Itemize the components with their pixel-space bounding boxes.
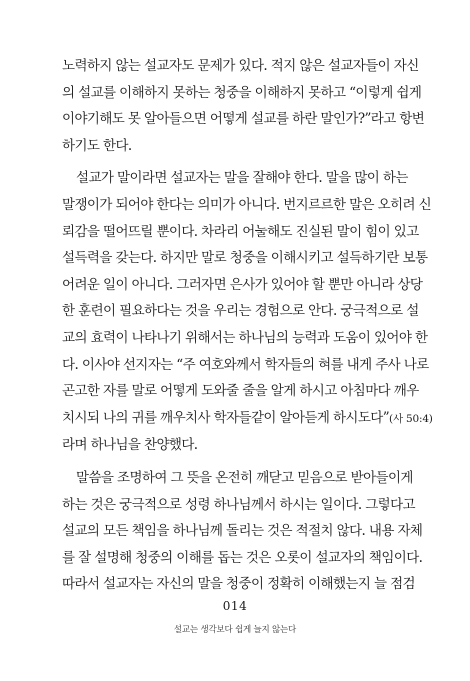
- text-line: 다. 이사야 선지자는 “주 여호와께서 학자들의 혀를 내게 주사 나로: [62, 356, 429, 373]
- text-line: 의 설교를 이해하지 못하는 청중을 이해하지 못하고 “이렇게 쉽게: [62, 84, 422, 101]
- text-line-with-citation: [62, 405, 433, 433]
- scripture-citation: (사 50:4): [389, 412, 433, 425]
- text-line: 를 잘 설명해 청중의 이해를 돕는 것은 오롯이 설교자의 책임이다.: [62, 549, 423, 566]
- text-line: 이야기해도 못 알아들으면 어떻게 설교를 하란 말인가?”라고 항변: [62, 111, 425, 128]
- text-line: 하는 것은 궁극적으로 성령 하나님께서 하시는 일이다. 그렇다고: [62, 496, 415, 513]
- text-line: 말씀을 조명하여 그 뜻을 온전히 깨닫고 믿음으로 받아들이게: [76, 469, 413, 486]
- text-line: 교의 효력이 나타나기 위해서는 하나님의 능력과 도움이 있어야 한: [62, 329, 428, 346]
- text-line: 곤고한 자를 말로 어떻게 도와줄 줄을 알게 하시고 아침마다 깨우: [62, 383, 419, 400]
- paragraph-2: [62, 165, 433, 459]
- quote-text: 치시되 나의 귀를 깨우치사 학자들같이 알아듣게 하시도다”: [62, 409, 390, 426]
- text-line: 따라서 설교자는 자신의 말을 청중이 정확히 이해했는지 늘 점검: [62, 576, 415, 593]
- paragraph-3: [62, 465, 423, 598]
- text-line: 하기도 한다.: [62, 137, 132, 154]
- page-number: 014: [222, 599, 248, 613]
- text-line: 어려운 일이 아니다. 그러자면 은사가 있어야 할 뿐만 아니라 상당: [62, 276, 423, 293]
- text-line: 한 훈련이 필요하다는 것을 우리는 경험으로 안다. 궁극적으로 설: [62, 303, 419, 320]
- body-text: [62, 53, 433, 598]
- text-line: 말쟁이가 되어야 한다는 의미가 아니다. 번지르르한 말은 오히려 신: [62, 196, 432, 213]
- text-line: 뢰감을 떨어뜨릴 뿐이다. 차라리 어눌해도 진실된 말이 힘이 있고: [62, 223, 419, 240]
- running-footer-title: 설교는 생각보다 쉽게 늘지 않는다: [173, 625, 297, 635]
- text-line: 설교가 말이라면 설교자는 말을 잘해야 한다. 말을 많이 하는: [76, 170, 408, 187]
- text-line: 설교의 모든 책임을 하나님께 돌리는 것은 적절치 않다. 내용 자체: [62, 523, 423, 540]
- text-line: 라며 하나님을 찬양했다.: [62, 437, 198, 454]
- text-line: 노력하지 않는 설교자도 문제가 있다. 적지 않은 설교자들이 자신: [62, 58, 419, 74]
- text-line: 설득력을 갖는다. 하지만 말로 청중을 이해시키고 설득하기란 보통: [62, 250, 428, 267]
- paragraph-1: [62, 53, 425, 159]
